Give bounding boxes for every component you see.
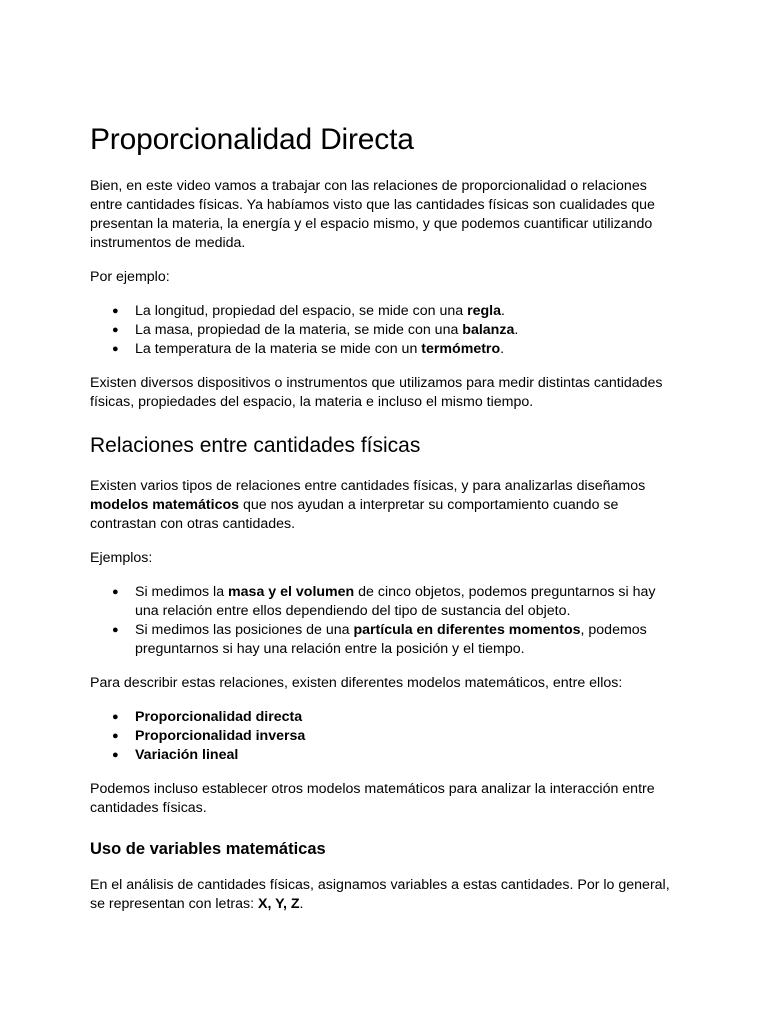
intro-paragraph: Bien, en este video vamos a trabajar con las relaciones de proporcionalidad o relaciones entre cantidades físicas. Ya habíamos visto que las cantidades físicas son cualidades que presentan la materia, la energía y el espacio mismo, y que podemos cuantificar utilizando instrumentos de medida.	[90, 178, 655, 251]
models-intro: Para describir estas relaciones, existen diferentes modelos matemáticos, entre ellos:	[90, 675, 623, 691]
relations-paragraph	[90, 477, 680, 534]
bullet-icon: ●	[112, 324, 119, 336]
section-heading-variables: Uso de variables matemáticas	[90, 840, 326, 858]
bullet-icon: ●	[112, 343, 119, 355]
paragraph-text: Existen varios tipos de relaciones entre cantidades físicas, y para analizarlas diseñamos	[90, 478, 646, 494]
list-item-bold: balanza	[462, 322, 515, 338]
variables-paragraph	[90, 876, 680, 914]
bullet-icon: ●	[112, 749, 119, 761]
list-item-bold: regla	[467, 303, 501, 319]
list-item-bold: masa y el volumen	[228, 584, 355, 600]
list-item	[90, 302, 680, 321]
bullet-icon: ●	[112, 624, 119, 636]
list-item-end: de cinco objetos, podemos preguntarnos si hay una relación entre ellos dependiendo del tipo de sustancia del objeto.	[135, 584, 656, 619]
model-name: Proporcionalidad inversa	[135, 728, 306, 744]
list-item-end: .	[500, 341, 505, 357]
list-item-text: Si medimos la	[135, 584, 229, 600]
model-name: Variación lineal	[135, 747, 239, 763]
instruments-list	[90, 302, 680, 359]
document-content	[90, 120, 680, 929]
list-item	[90, 321, 680, 340]
page-title: Proporcionalidad Directa	[90, 123, 414, 156]
bullet-icon: ●	[112, 586, 119, 598]
list-item-text: Si medimos las posiciones de una	[135, 622, 354, 638]
list-item-text: La temperatura de la materia se mide con un	[135, 341, 422, 357]
closing-paragraph: Podemos incluso establecer otros modelos matemáticos para analizar la interacción entre cantidades físicas.	[90, 781, 655, 816]
instruments-paragraph: Existen diversos dispositivos o instrumentos que utilizamos para medir distintas cantidades físicas, propiedades del espacio, la materia e incluso el mismo tiempo.	[90, 375, 663, 410]
list-item-end: , podemos preguntarnos si hay una relación entre la posición y el tiempo.	[135, 622, 647, 657]
paragraph-text-end: que nos ayudan a interpretar su comportamiento cuando se contrastan con otras cantidades.	[90, 497, 619, 532]
model-name: Proporcionalidad directa	[135, 709, 303, 725]
list-item	[90, 340, 680, 359]
list-item	[90, 727, 680, 746]
list-item	[90, 583, 680, 621]
bullet-icon: ●	[112, 711, 119, 723]
paragraph-bold: X, Y, Z	[257, 896, 300, 912]
list-item	[90, 708, 680, 727]
paragraph-text-end: .	[299, 896, 304, 912]
list-item-end: .	[514, 322, 519, 338]
list-item	[90, 621, 680, 659]
list-item-end: .	[500, 303, 505, 319]
bullet-icon: ●	[112, 730, 119, 742]
example-label: Por ejemplo:	[90, 269, 170, 285]
list-item	[90, 746, 680, 765]
list-item-bold: partícula en diferentes momentos	[353, 622, 581, 638]
bullet-icon: ●	[112, 305, 119, 317]
list-item-text: La masa, propiedad de la materia, se mide con una	[135, 322, 463, 338]
list-item-text: La longitud, propiedad del espacio, se mide con una	[135, 303, 468, 319]
section-heading-relations: Relaciones entre cantidades físicas	[90, 434, 421, 457]
examples-label: Ejemplos:	[90, 550, 153, 566]
paragraph-text: En el análisis de cantidades físicas, asignamos variables a estas cantidades. Por lo general, se representan con letras:	[90, 877, 670, 912]
list-item-bold: termómetro	[421, 341, 501, 357]
paragraph-bold: modelos matemáticos	[90, 497, 240, 513]
relations-examples-list	[90, 583, 680, 659]
models-list	[90, 708, 680, 765]
